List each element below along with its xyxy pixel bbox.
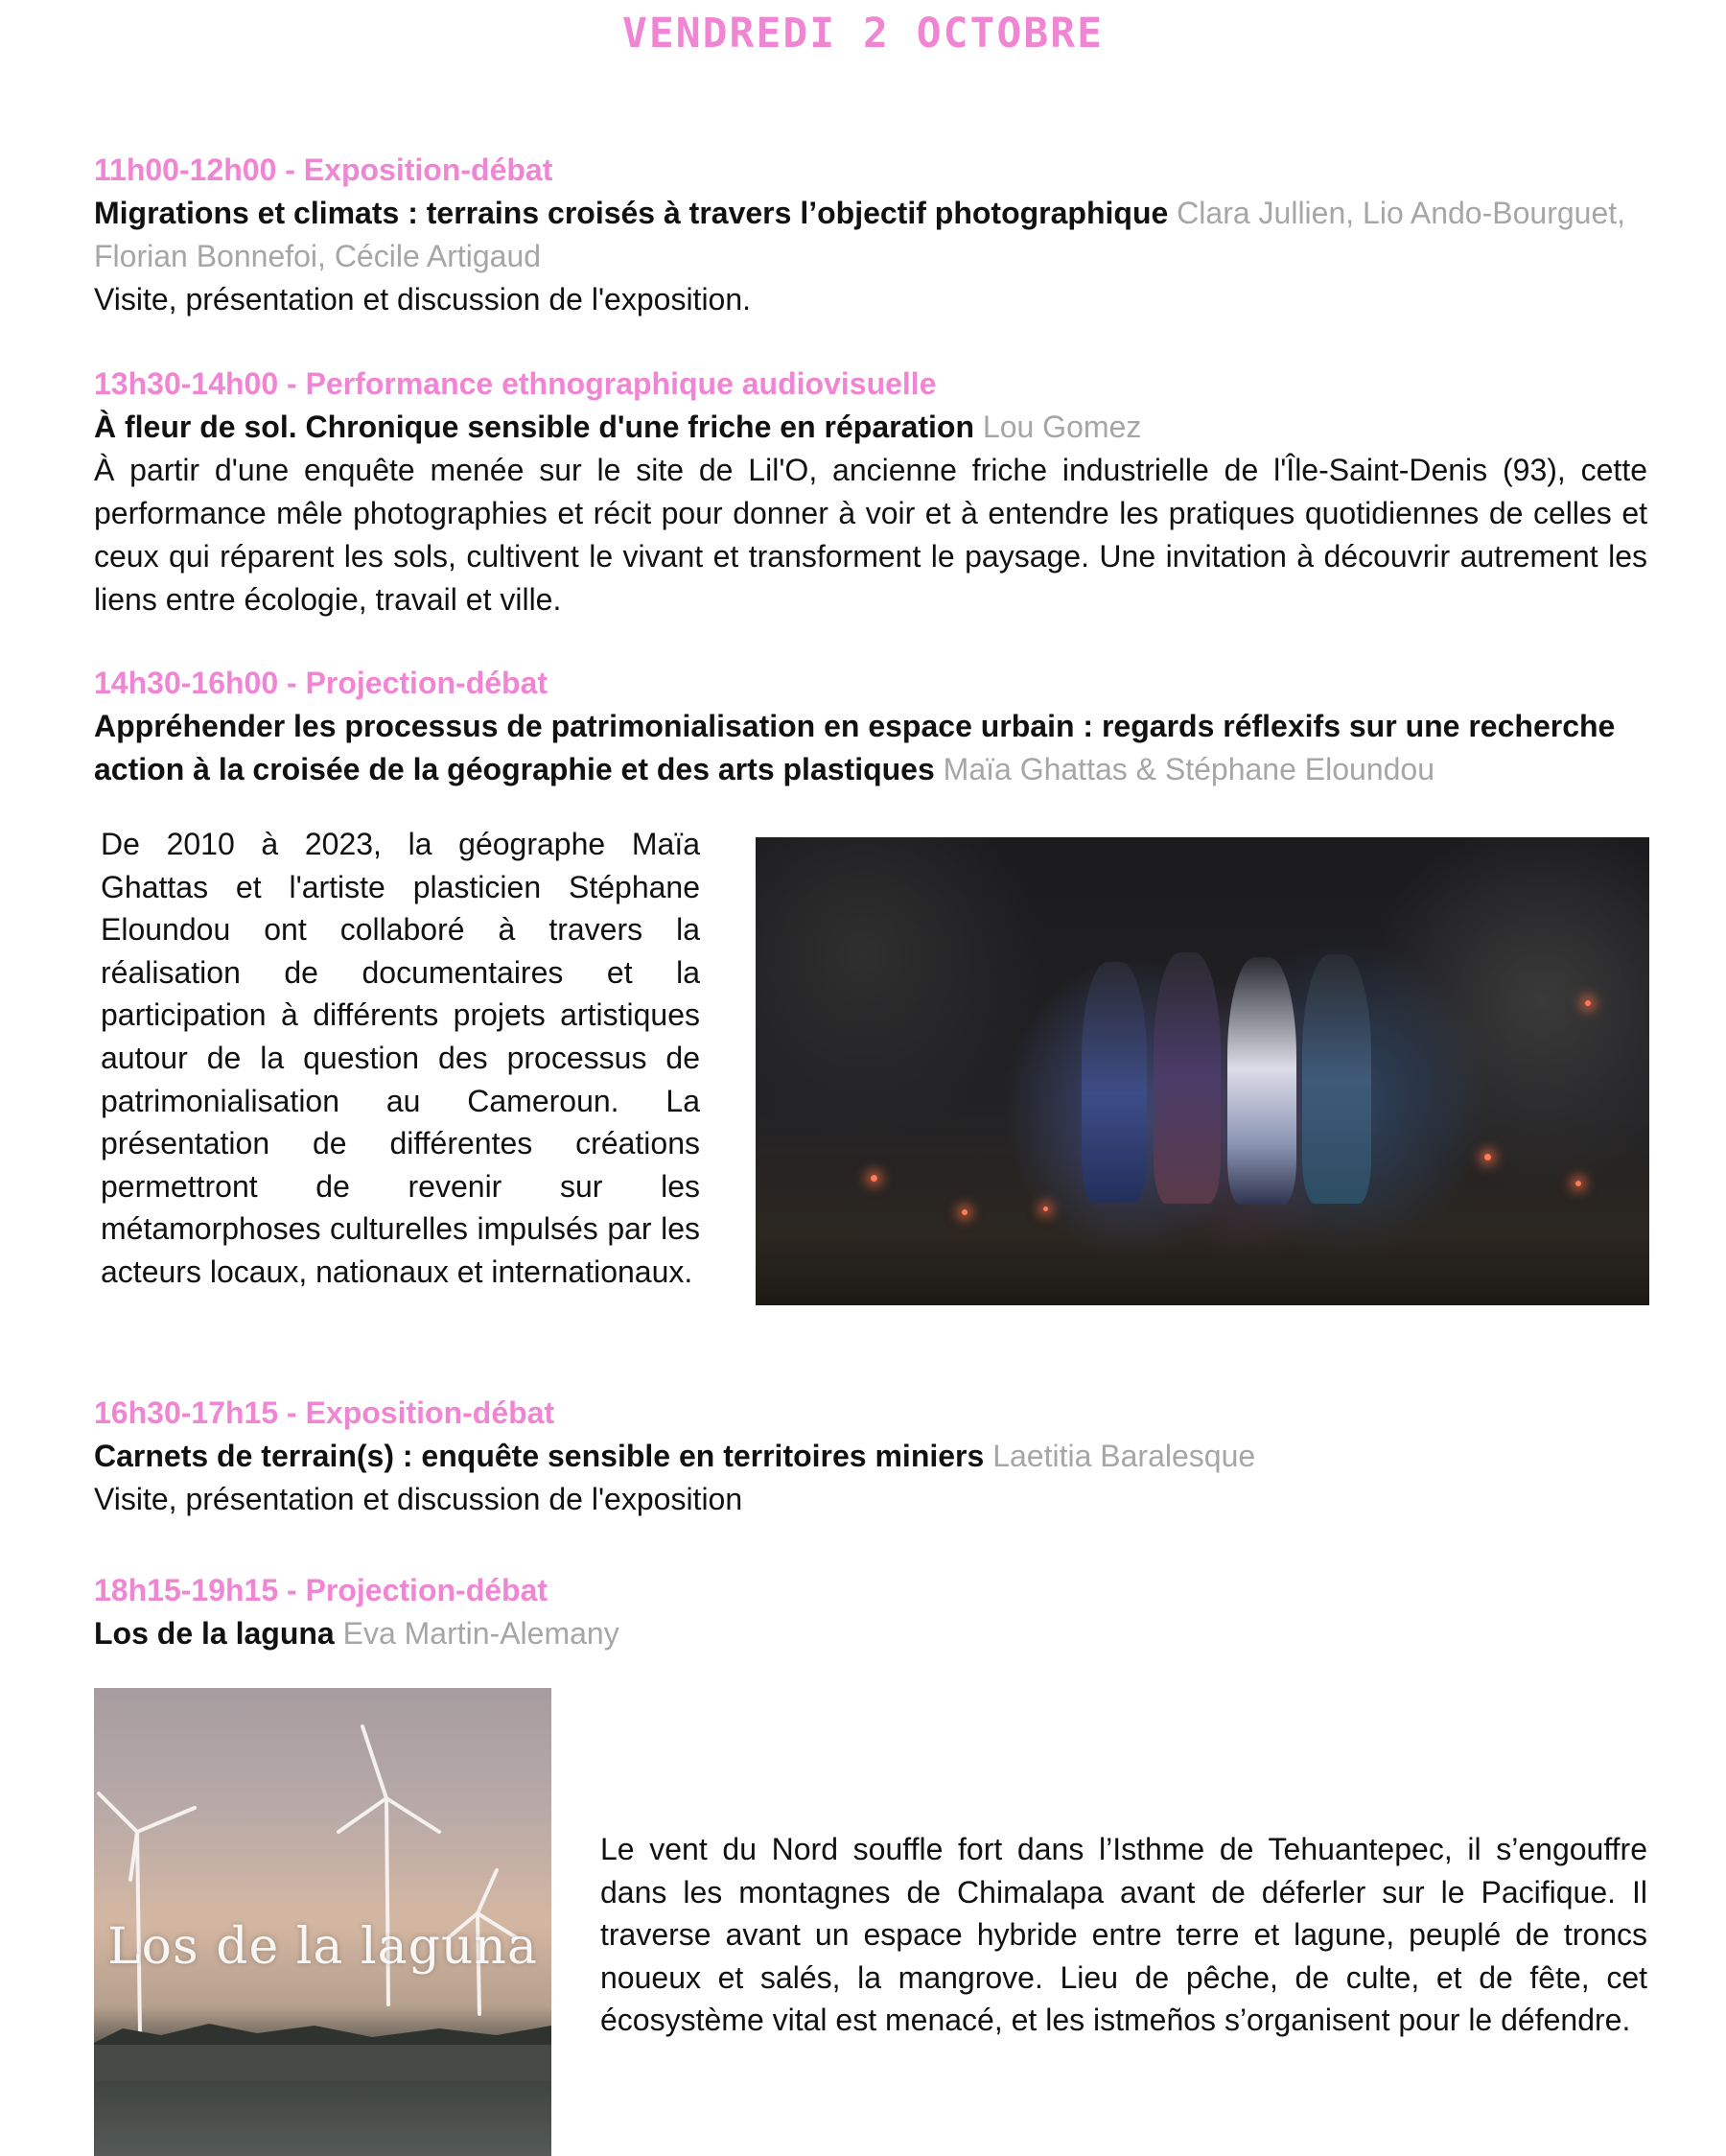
event-time: 16h30-17h15 - Exposition-débat xyxy=(94,1395,555,1430)
event-title-line xyxy=(94,192,1647,278)
film-poster xyxy=(94,1688,551,2156)
event-time: 13h30-14h00 - Performance ethnographique audiovisuelle xyxy=(94,366,937,401)
performer-figure xyxy=(1227,957,1296,1205)
event-5 xyxy=(94,1569,1647,1655)
day-title: VENDREDI 2 OCTOBRE xyxy=(622,10,1104,58)
candle-light xyxy=(871,1175,877,1182)
event-description: À partir d'une enquête menée sur le site de Lil'O, ancienne friche industrielle de l'Île-Saint-Denis (93), cette performance mêle photographies et récit pour donner à voir et à entendre les pratiques quotidiennes de celles et ceux qui réparent les sols, cultivent le vivant et transforment le paysage. Une invitation à découvrir autrement les liens entre écologie, travail et ville. xyxy=(94,453,1647,617)
event-title-line xyxy=(94,1435,1647,1478)
event-authors: Laetitia Baralesque xyxy=(992,1439,1256,1473)
event-title-line xyxy=(94,1612,1647,1655)
event-title: Appréhender les processus de patrimonialisation en espace urbain : regards réflexifs sur une recherche action à la croisée de la géographie et des arts plastiques xyxy=(94,709,1616,786)
event-authors: Eva Martin-Alemany xyxy=(342,1616,619,1651)
event-time: 11h00-12h00 - Exposition-débat xyxy=(94,152,553,187)
event-authors: Lou Gomez xyxy=(982,410,1142,444)
event-time: 18h15-19h15 - Projection-débat xyxy=(94,1573,548,1607)
event-2 xyxy=(94,363,1647,621)
event-description: Le vent du Nord souffle fort dans l’Isthme de Tehuantepec, il s’engouffre dans les montagnes de Chimalapa avant de déferler sur le Pacifique. Il traverse avant un espace hybride entre terre et lagune, peuplé de troncs noueux et salés, la mangrove. Lieu de pêche, de culte, et de fête, cet écosystème vital est menacé, et les istmeños s’organisent pour le défendre. xyxy=(600,1832,1647,2038)
performer-figure xyxy=(1302,954,1371,1204)
event-1 xyxy=(94,149,1647,321)
candle-light xyxy=(1484,1154,1491,1160)
event-authors: Maïa Ghattas & Stéphane Eloundou xyxy=(943,752,1435,786)
candle-light xyxy=(1585,1000,1591,1006)
event-title: Carnets de terrain(s) : enquête sensible en territoires miniers xyxy=(94,1439,985,1473)
performer-figure xyxy=(1154,952,1221,1204)
event-description: Visite, présentation et discussion de l'exposition xyxy=(94,1482,743,1516)
event-authors: Clara Jullien, Lio Ando-Bourguet, Florian Bonnefoi, Cécile Artigaud xyxy=(94,196,1626,273)
candle-light xyxy=(962,1209,968,1215)
performance-photo xyxy=(756,837,1649,1305)
event-title: À fleur de sol. Chronique sensible d'une friche en réparation xyxy=(94,410,974,444)
event-title: Los de la laguna xyxy=(94,1616,335,1651)
event-3 xyxy=(94,662,1647,791)
event-time: 14h30-16h00 - Projection-débat xyxy=(94,666,548,700)
performer-figure xyxy=(1082,962,1147,1202)
event-title: Migrations et climats : terrains croisés à travers l’objectif photographique xyxy=(94,196,1169,230)
event-title-line xyxy=(94,705,1647,791)
event-description: De 2010 à 2023, la géographe Maïa Ghattas et l'artiste plasticien Stéphane Eloundou ont collaboré à travers la réalisation de documentaires et la participation à différents projets artistiques autour de la question des processus de patrimonialisation au Cameroun. La présentation de différentes créations permettront de revenir sur les métamorphoses culturelles impulsés par les acteurs locaux, nationaux et internationaux. xyxy=(101,827,700,1289)
event-title-line xyxy=(94,406,1647,449)
candle-light xyxy=(1043,1207,1048,1211)
poster-title: Los de la laguna xyxy=(107,1918,538,1976)
event-description: Visite, présentation et discussion de l'exposition. xyxy=(94,282,752,316)
candle-light xyxy=(1575,1181,1581,1186)
event-4 xyxy=(94,1392,1647,1521)
